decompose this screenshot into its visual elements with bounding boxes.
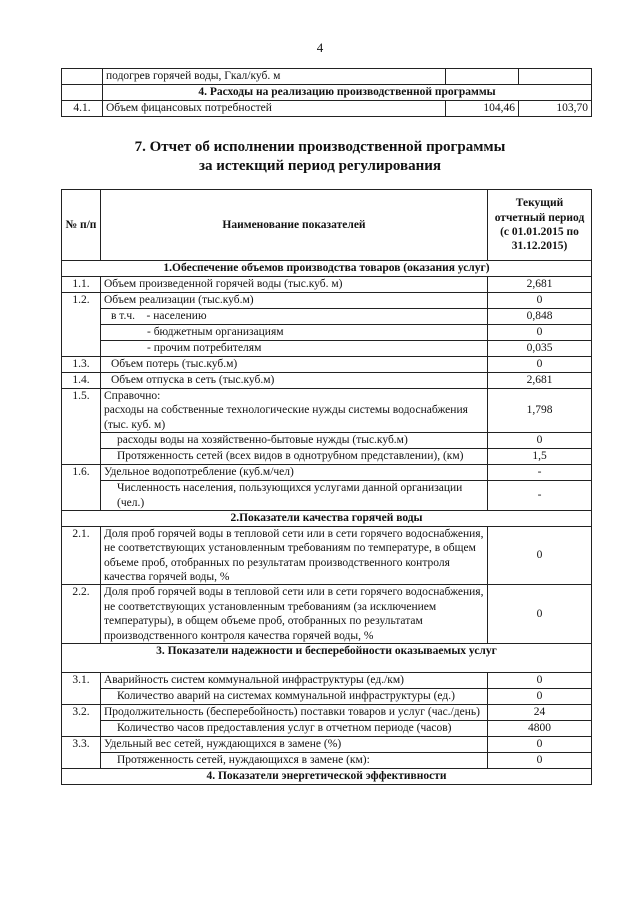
section-row (62, 510, 592, 526)
row-number: 3.3. (62, 736, 101, 768)
row-value: 104,46 (446, 101, 519, 117)
table-row (62, 704, 592, 720)
row-value: 0 (488, 325, 592, 341)
section-row (62, 768, 592, 784)
table-row (62, 325, 592, 341)
row-name: Справочно: расходы на собственные технологические нужды системы водоснабжения (тыс. куб. м) (101, 389, 488, 433)
row-name: Численность населения, пользующихся услугами данной организации (чел.) (101, 481, 488, 511)
row-value (446, 69, 519, 85)
row-name: Удельное водопотребление (куб.м/чел) (101, 465, 488, 481)
row-number: 1.1. (62, 277, 101, 293)
table-row (62, 293, 592, 309)
section-row (62, 85, 592, 101)
row-value: 0 (488, 672, 592, 688)
page-number: 4 (316, 40, 324, 55)
row-name: в т.ч. - населению (101, 309, 488, 325)
section-title: 3. Показатели надежности и бесперебойности оказываемых услуг (62, 643, 592, 672)
row-number: 2.2. (62, 585, 101, 644)
table-row (62, 341, 592, 357)
row-name: Объем реализации (тыс.куб.м) (101, 293, 488, 309)
table-row (62, 481, 592, 511)
row-name: - прочим потребителям (101, 341, 488, 357)
table-row (62, 752, 592, 768)
row-number: 3.2. (62, 704, 101, 736)
row-name: подогрев горячей воды, Гкал/куб. м (103, 69, 446, 85)
table-row (62, 309, 592, 325)
row-value: 0,035 (488, 341, 592, 357)
row-name: Количество аварий на системах коммунальной инфраструктуры (ед.) (101, 688, 488, 704)
row-value: 0 (488, 585, 592, 644)
row-name: Протяженность сетей, нуждающихся в замене (км): (101, 752, 488, 768)
table-row (62, 357, 592, 373)
row-name: Объем отпуска в сеть (тыс.куб.м) (101, 373, 488, 389)
row-name: Продолжительность (бесперебойность) поставки товаров и услуг (час./день) (101, 704, 488, 720)
row-name: Удельный вес сетей, нуждающихся в замене (%) (101, 736, 488, 752)
section-row (62, 261, 592, 277)
table-row (62, 101, 592, 117)
row-value: - (488, 465, 592, 481)
table-row (62, 688, 592, 704)
row-number: 1.3. (62, 357, 101, 373)
table-row (62, 720, 592, 736)
row-number: 4.1. (62, 101, 103, 117)
section-title: 4. Расходы на реализацию производственной программы (103, 85, 592, 101)
report-title-line1: 7. Отчет об исполнении производственной программы (134, 139, 506, 155)
row-name: Количество часов предоставления услуг в отчетном периоде (часов) (101, 720, 488, 736)
row-name: Протяженность сетей (всех видов в однотрубном представлении), (км) (101, 449, 488, 465)
header-row (62, 190, 592, 261)
row-value (519, 69, 592, 85)
table-row (62, 526, 592, 585)
section-title: 2.Показатели качества горячей воды (62, 510, 592, 526)
row-value: 24 (488, 704, 592, 720)
report-title (0, 138, 640, 176)
table-row (62, 449, 592, 465)
row-number: 1.5. (62, 389, 101, 465)
row-value: - (488, 481, 592, 511)
row-value: 2,681 (488, 373, 592, 389)
previous-section-table (61, 68, 592, 117)
row-value: 0 (488, 357, 592, 373)
section-title: 4. Показатели энергетической эффективности (62, 768, 592, 784)
row-value: 1,798 (488, 389, 592, 433)
report-table (61, 189, 592, 785)
row-value: 0 (488, 688, 592, 704)
row-number: 3.1. (62, 672, 101, 704)
row-number: 1.2. (62, 293, 101, 357)
row-name: Аварийность систем коммунальной инфраструктуры (ед./км) (101, 672, 488, 688)
report-title-line2: за истекщий период регулирования (198, 158, 442, 174)
row-name: - бюджетным организациям (101, 325, 488, 341)
row-value: 0 (488, 752, 592, 768)
row-name: Объем потерь (тыс.куб.м) (101, 357, 488, 373)
row-value: 2,681 (488, 277, 592, 293)
row-name: Доля проб горячей воды в тепловой сети или в сети горячего водоснабжения, не соответствующих установленным требованиям по температуре, в общем объеме проб, отобранных по результатам производственного контроля качества горячей воды, % (101, 526, 488, 585)
row-name: Объем произведенной горячей воды (тыс.куб. м) (101, 277, 488, 293)
table-row (62, 736, 592, 752)
table-row (62, 373, 592, 389)
table-row (62, 277, 592, 293)
row-name: расходы воды на хозяйственно-бытовые нужды (тыс.куб.м) (101, 433, 488, 449)
row-value: 103,70 (519, 101, 592, 117)
header-number: № п/п (62, 190, 101, 261)
section-title: 1.Обеспечение объемов производства товаров (оказания услуг) (62, 261, 592, 277)
row-number: 1.4. (62, 373, 101, 389)
header-value: Текущий отчетный период (с 01.01.2015 по 31.12.2015) (488, 190, 592, 261)
row-number: 1.6. (62, 465, 101, 511)
row-value: 0 (488, 293, 592, 309)
row-name: Объем фицансовых потребностей (103, 101, 446, 117)
row-value: 4800 (488, 720, 592, 736)
table-row (62, 389, 592, 433)
row-number: 2.1. (62, 526, 101, 585)
row-value: 0 (488, 433, 592, 449)
row-value: 0,848 (488, 309, 592, 325)
table-row (62, 433, 592, 449)
row-name: Доля проб горячей воды в тепловой сети или в сети горячего водоснабжения, не соответствующих установленным требованиям (за исключением температуры), в общем объеме проб, отобранных по результатам производственного контроля качества горячей воды, % (101, 585, 488, 644)
section-row (62, 643, 592, 672)
table-row (62, 672, 592, 688)
row-value: 1,5 (488, 449, 592, 465)
header-name: Наименование показателей (101, 190, 488, 261)
table-row (62, 465, 592, 481)
row-value: 0 (488, 526, 592, 585)
row-number (62, 69, 103, 85)
table-row (62, 69, 592, 85)
table-row (62, 585, 592, 644)
row-value: 0 (488, 736, 592, 752)
